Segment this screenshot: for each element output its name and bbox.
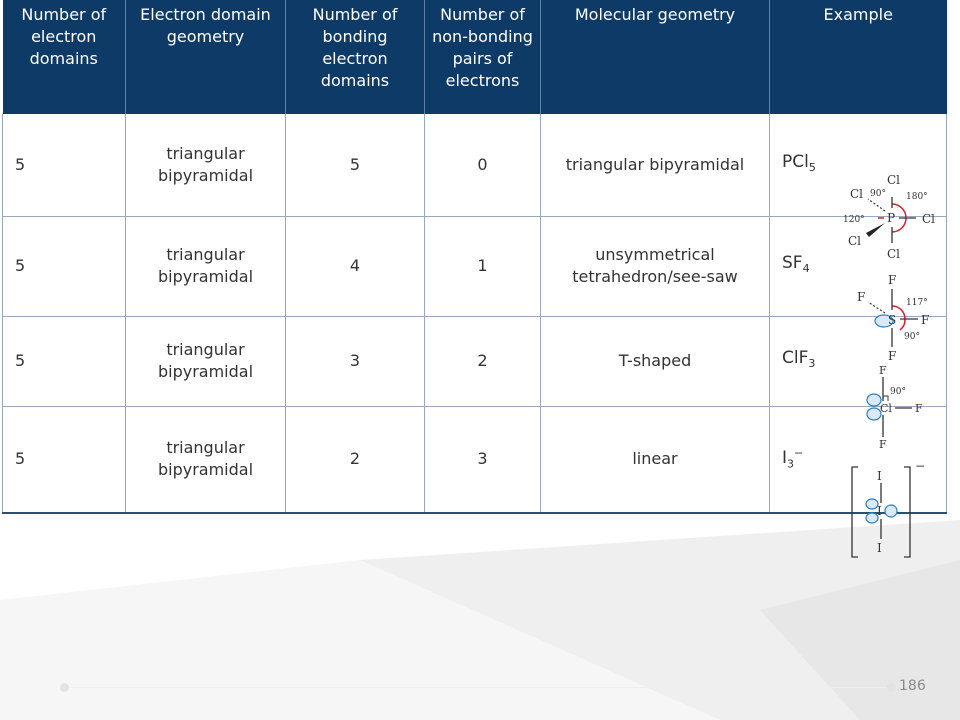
cell-electron-domains: 5 (3, 114, 126, 216)
example-formula: ClF$_3$ (782, 347, 816, 371)
atom-f-bottom: F (879, 438, 887, 451)
cell-bonding-domains: 4 (286, 216, 425, 316)
table-row (3, 114, 947, 216)
table-row (3, 316, 947, 406)
atom-cl-lower: Cl (848, 233, 862, 248)
cell-bonding-domains: 5 (286, 114, 425, 216)
atom-cl-top: Cl (887, 172, 901, 187)
central-atom-p: P (887, 210, 896, 225)
cell-nonbonding-pairs: 1 (425, 216, 541, 316)
cell-nonbonding-pairs: 0 (425, 114, 541, 216)
header-bonding-domains: Number of bonding electron domains (286, 0, 425, 114)
ion-charge: − (915, 461, 926, 474)
atom-f-top: F (888, 273, 897, 287)
cell-molecular-geometry: linear (541, 406, 770, 513)
angle-180: 180° (906, 191, 928, 202)
central-atom-i: I (877, 504, 882, 519)
table-row (3, 216, 947, 316)
table-row (3, 406, 947, 513)
footer-divider (60, 687, 895, 688)
cell-domain-geometry: triangular bipyramidal (126, 114, 286, 216)
atom-cl-bottom: Cl (887, 246, 901, 261)
cell-nonbonding-pairs: 3 (425, 406, 541, 513)
example-formula: $SF_4$ (782, 252, 810, 276)
central-atom-cl: Cl (880, 402, 892, 415)
electron-geometry-table (2, 0, 947, 556)
angle-117: 117° (906, 298, 928, 308)
footer-dot-left (60, 683, 69, 692)
clf3-structure-diagram (840, 363, 945, 451)
atom-f-top: F (879, 364, 887, 377)
cell-domain-geometry: triangular bipyramidal (126, 316, 286, 406)
header-domain-geometry: Electron domain geometry (126, 0, 286, 114)
cell-bonding-domains: 2 (286, 406, 425, 513)
central-atom-s: S (888, 313, 897, 327)
angle-90: 90° (870, 188, 886, 199)
atom-cl-left: Cl (850, 186, 864, 201)
cell-molecular-geometry: unsymmetrical tetrahedron/see-saw (541, 216, 770, 316)
sf4-structure-diagram (840, 268, 945, 364)
angle-90: 90° (904, 332, 920, 342)
example-formula: $I_3^-$ (782, 446, 804, 471)
header-example: Example (770, 0, 947, 114)
cell-electron-domains: 5 (3, 316, 126, 406)
angle-90: 90° (890, 387, 906, 397)
cell-nonbonding-pairs: 2 (425, 316, 541, 406)
cell-electron-domains: 5 (3, 406, 126, 513)
atom-cl-right: Cl (922, 211, 936, 226)
i3-ion-structure-diagram (840, 461, 945, 561)
cell-molecular-geometry: triangular bipyramidal (541, 114, 770, 216)
cell-bonding-domains: 3 (286, 316, 425, 406)
atom-f-left: F (857, 290, 866, 304)
page-number: 186 (899, 678, 926, 694)
atom-f-right: F (915, 402, 923, 415)
footer-dot-right (887, 683, 896, 692)
atom-i-bottom: I (877, 541, 882, 556)
atom-f-bottom: F (888, 349, 897, 363)
cell-domain-geometry: triangular bipyramidal (126, 406, 286, 513)
angle-120: 120° (843, 214, 865, 225)
cell-electron-domains: 5 (3, 216, 126, 316)
cell-molecular-geometry: T-shaped (541, 316, 770, 406)
header-molecular-geometry: Molecular geometry (541, 0, 770, 114)
cell-domain-geometry: triangular bipyramidal (126, 216, 286, 316)
header-nonbonding-pairs: Number of non-bonding pairs of electrons (425, 0, 541, 114)
atom-f-right: F (921, 313, 930, 327)
atom-i-top: I (877, 469, 882, 484)
header-electron-domains: Number of electron domains (3, 0, 126, 114)
example-formula: PCl$_5$ (782, 151, 816, 174)
table-header-row (3, 0, 947, 114)
pcl5-structure-diagram (840, 167, 945, 263)
cell-example (770, 114, 947, 261)
